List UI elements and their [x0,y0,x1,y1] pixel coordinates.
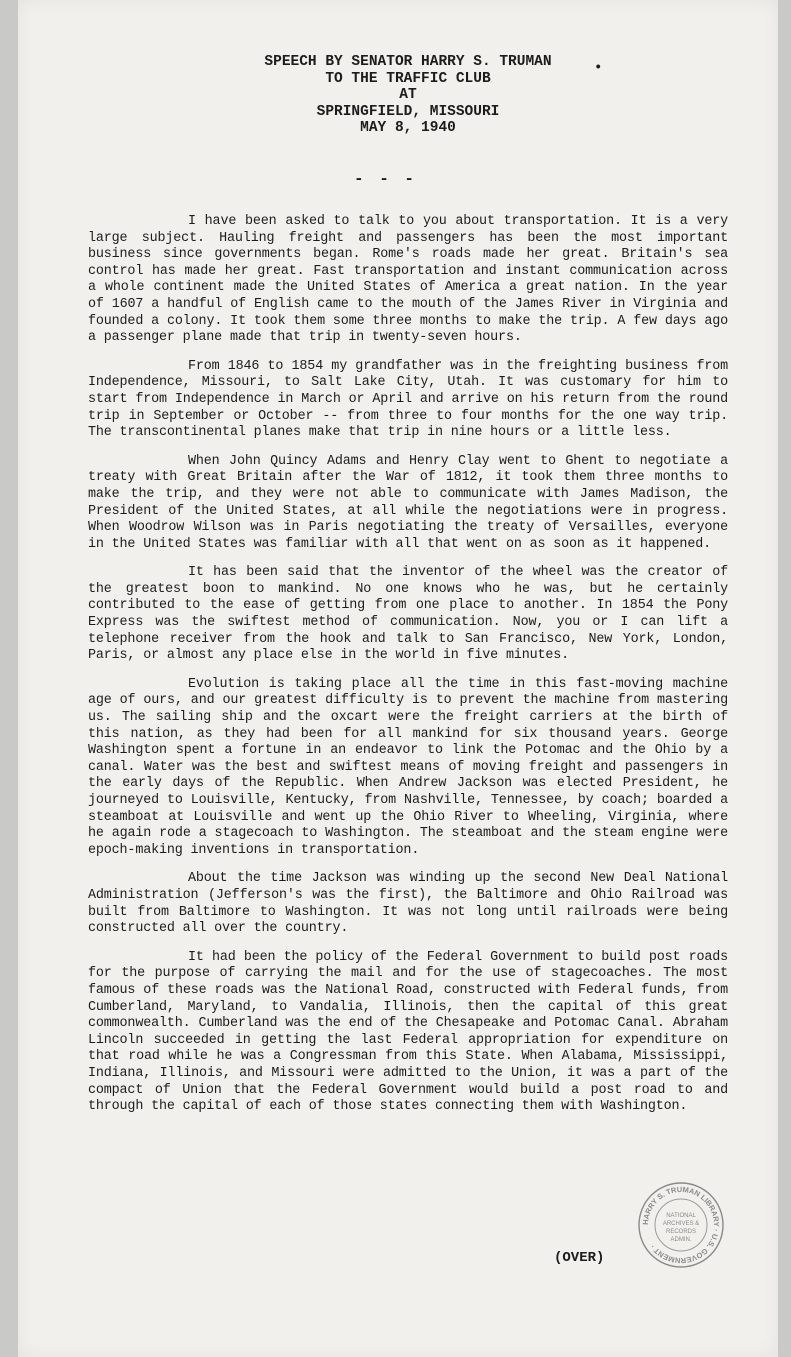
stamp-line-2: ARCHIVES & [662,1221,700,1227]
heading-line-5: MAY 8, 1940 [360,120,456,136]
separator: - - - [354,170,418,188]
paragraph-5: Evolution is taking place all the time in this fast-moving machine age of ours, and our greatest difficulty is to prevent the machine from mastering us. The sailing ship and the oxcart were the freight carriers at the birth of this nation, as they had been for all mankind for six thousand years. George Washington spent a fortune in an endeavor to link the Potomac and the Ohio by a canal. Water was the best and swiftest means of moving freight and passengers in the early days of the Republic. When Andrew Jackson was elected President, he journeyed to Louisville, Kentucky, from Nashville, Tennessee, by coach; boarded a steamboat at Louisville and went up the Ohio River to Wheeling, Virginia, where he again rode a stagecoach to Washington. The steamboat and the steam engine were epoch-making inventions in transportation. [88,676,728,858]
paragraph-2: From 1846 to 1854 my grandfather was in the freighting business from Independence, Missouri, to Salt Lake City, Utah. It was customary for him to start from Independence in March or April and arrive on his return from the round trip in September or October -- from three to four months for the one way trip. The transcontinental planes make that trip in nine hours or a little less. [88,358,728,441]
heading-line-2: TO THE TRAFFIC CLUB [325,70,491,87]
stamp-line-1: NATIONAL [666,1213,696,1219]
paragraph-3: When John Quincy Adams and Henry Clay went to Ghent to negotiate a treaty with Great Britain after the War of 1812, it took them three months to make the trip, and they were not able to communicate with James Madison, the President of the United States, at all while the negotiations were in progress. When Woodrow Wilson was in Paris negotiating the treaty of Versailles, everyone in the United States was familiar with all that went on as soon as it happened. [88,453,728,552]
heading-line-1: SPEECH BY SENATOR HARRY S. TRUMAN [264,54,552,70]
top-mark: • [594,60,603,76]
library-stamp [636,1180,726,1270]
paragraph-4: It has been said that the inventor of the wheel was the creator of the greatest boon to mankind. No one knows who he was, but he certainly contributed to the ease of getting from one place to another. In 1854 the Pony Express was the swiftest method of communication. Now, you or I can lift a telephone receiver from the hook and talk to San Francisco, New York, London, Paris, or almost any place else in the world in five minutes. [88,565,728,664]
document-page [18,0,778,1357]
paragraph-6: About the time Jackson was winding up the second New Deal National Administration (Jefferson's was the first), the Baltimore and Ohio Railroad was built from Baltimore to Washington. It was not long until railroads were being constructed all over the country. [88,871,728,937]
stamp-ring-text: HARRY S. TRUMAN LIBRARY · U.S. GOVERNMENT · [640,1184,722,1266]
speech-body [88,214,728,1128]
stamp-line-4: ADMIN. [670,1237,692,1243]
library-stamp-seal [636,1180,726,1270]
over-note: (OVER) [554,1250,605,1266]
heading-line-3: AT [399,87,417,103]
heading-line-4: SPRINGFIELD, MISSOURI [316,103,500,120]
paragraph-7: It had been the policy of the Federal Government to build post roads for the purpose of carrying the mail and for the use of stagecoaches. The most famous of these roads was the National Road, constructed with Federal funds, from Cumberland, Maryland, to Vandalia, Illinois, then the capital of this great commonwealth. Cumberland was the end of the Chesapeake and Potomac Canal. Abraham Lincoln succeeded in getting the last Federal appropriation for expenditure on that road while he was a Congressman from this State. When Alabama, Mississippi, Indiana, Illinois, and Missouri were admitted to the Union, it was a part of the compact of Union that the Federal Government would build a post road to and through the capital of each of those states connecting them with Washington. [88,949,728,1115]
paragraph-1: I have been asked to talk to you about transportation. It is a very large subject. Hauling freight and passengers has been the most important business since governments began. Rome's roads made her great. Britain's sea control has made her great. Fast transportation and instant communication across a whole continent made the United States of America a great nation. In the year of 1607 a handful of English came to the mouth of the James River in Virginia and founded a colony. It took them some three months to make the trip. A few days ago a passenger plane made that trip in twenty-seven hours. [88,214,728,346]
stamp-line-3: RECORDS [665,1229,697,1235]
speech-heading [18,54,778,137]
